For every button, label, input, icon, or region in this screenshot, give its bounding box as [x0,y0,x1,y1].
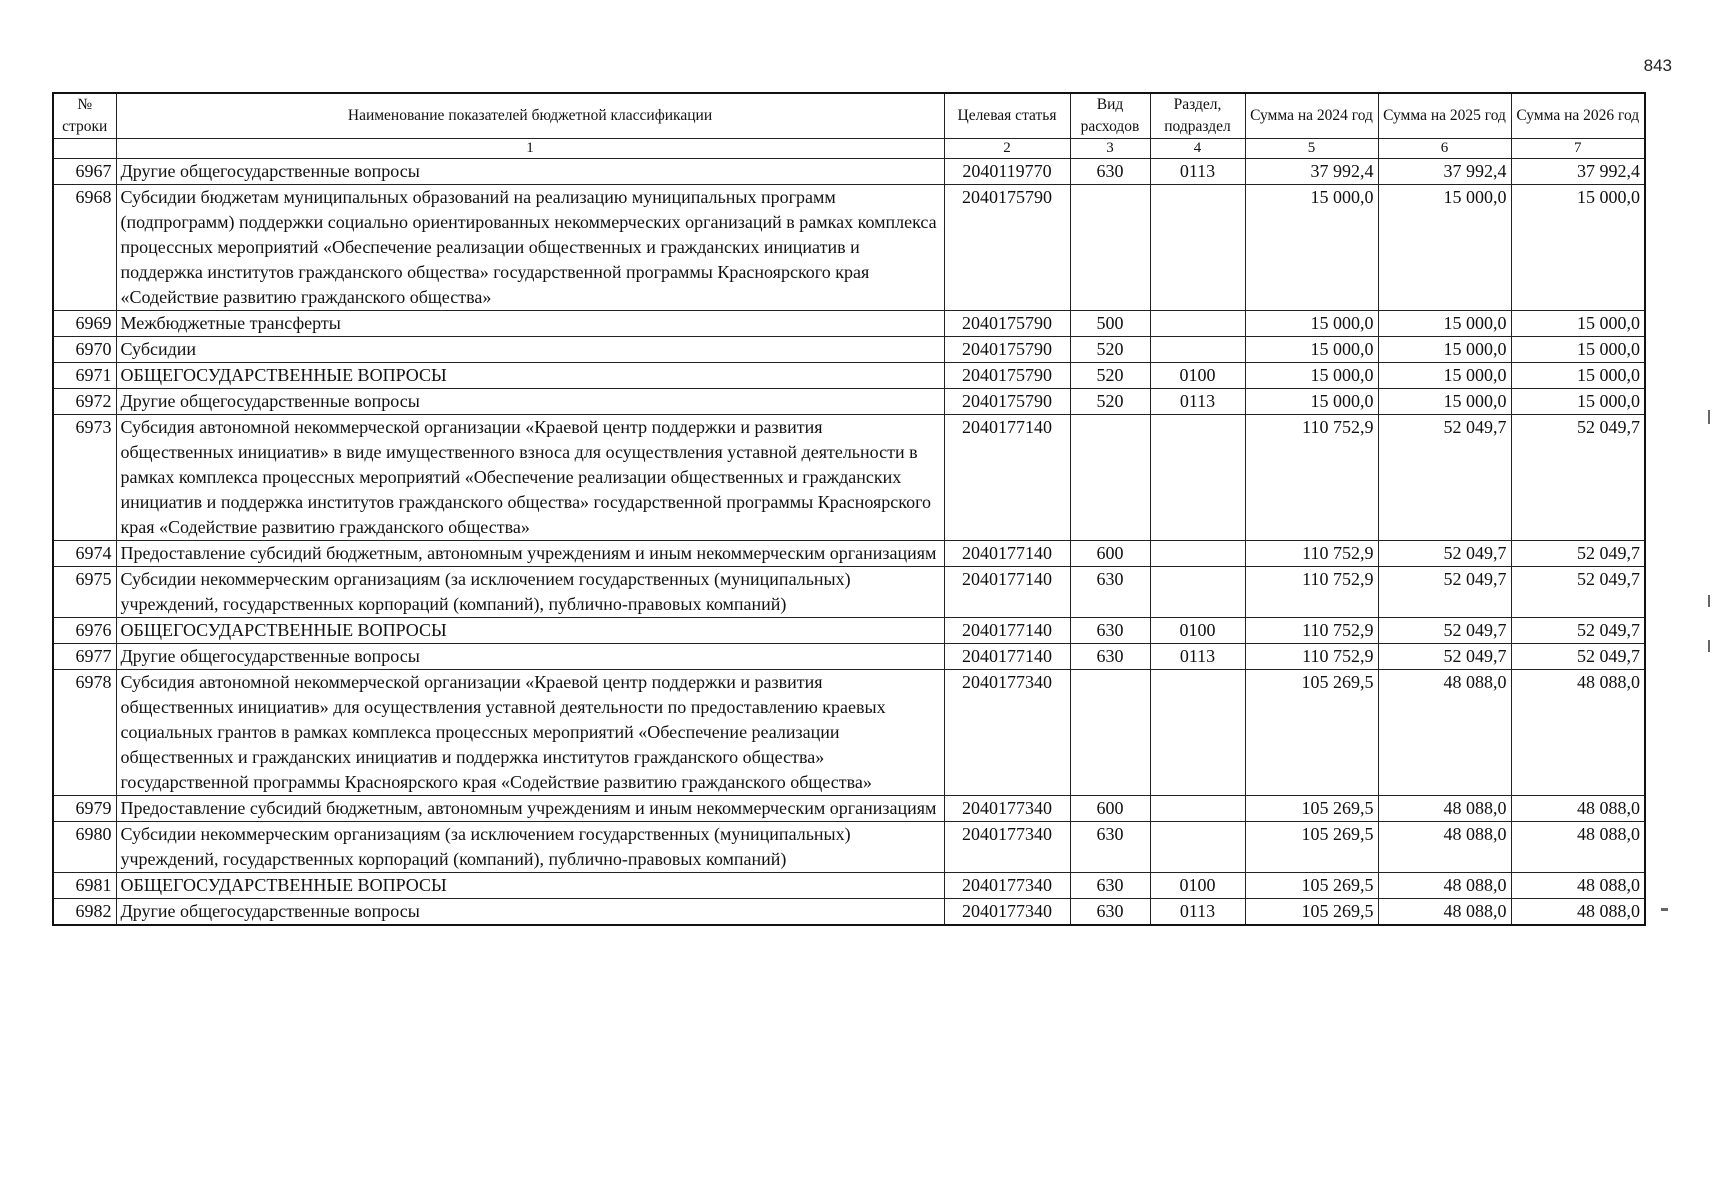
row-sum-2026: 37 992,4 [1511,159,1645,185]
row-section: 0100 [1150,363,1245,389]
row-sum-2025: 15 000,0 [1378,337,1511,363]
column-index: 3 [1070,139,1150,159]
column-index: 7 [1511,139,1645,159]
row-target-article: 2040177140 [944,415,1070,541]
row-expense-kind [1070,670,1150,796]
header-sum-2024: Сумма на 2024 год [1245,93,1378,139]
row-section [1150,822,1245,873]
row-expense-kind: 630 [1070,873,1150,899]
table-row [53,822,1645,873]
budget-table [52,92,1646,926]
row-name: Субсидия автономной некоммерческой организации «Краевой центр поддержки и развития общественных инициатив» для осуществления уставной деятельности по предоставлению краевых социальных грантов в рамках комплекса процессных мероприятий «Обеспечение реализации общественных и гражданских инициатив и поддержка институтов гражданского общества» государственной программы Красноярского края «Содействие развитию гражданского общества» [116,670,944,796]
table-row [53,185,1645,311]
row-sum-2025: 37 992,4 [1378,159,1511,185]
row-sum-2025: 48 088,0 [1378,899,1511,926]
table-row [53,899,1645,926]
column-index-blank [53,139,116,159]
row-sum-2024: 110 752,9 [1245,644,1378,670]
row-number: 6980 [53,822,116,873]
row-sum-2024: 15 000,0 [1245,337,1378,363]
row-target-article: 2040177140 [944,567,1070,618]
header-row-no: № строки [53,93,116,139]
row-sum-2025: 52 049,7 [1378,644,1511,670]
row-number: 6973 [53,415,116,541]
row-section [1150,337,1245,363]
table-row [53,415,1645,541]
row-sum-2025: 52 049,7 [1378,618,1511,644]
page-number: 843 [1643,56,1672,75]
header-name: Наименование показателей бюджетной классификации [116,93,944,139]
row-sum-2026: 52 049,7 [1511,644,1645,670]
table-row [53,796,1645,822]
row-section [1150,567,1245,618]
table-row [53,670,1645,796]
row-target-article: 2040175790 [944,311,1070,337]
row-expense-kind: 630 [1070,899,1150,926]
row-section [1150,415,1245,541]
table-row [53,337,1645,363]
row-name: Субсидии бюджетам муниципальных образований на реализацию муниципальных программ (подпрограмм) поддержки социально ориентированных некоммерческих организаций в рамках комплекса процессных мероприятий «Обеспечение реализации общественных и гражданских инициатив и поддержка институтов гражданского общества» государственной программы Красноярского края «Содействие развитию гражданского общества» [116,185,944,311]
row-number: 6972 [53,389,116,415]
row-number: 6968 [53,185,116,311]
row-target-article: 2040175790 [944,337,1070,363]
row-name: Субсидии некоммерческим организациям (за исключением государственных (муниципальных) учреждений, государственных корпораций (компаний), публично-правовых компаний) [116,822,944,873]
row-sum-2024: 110 752,9 [1245,541,1378,567]
row-name: Субсидии [116,337,944,363]
row-sum-2026: 15 000,0 [1511,311,1645,337]
row-sum-2024: 15 000,0 [1245,389,1378,415]
row-sum-2026: 48 088,0 [1511,670,1645,796]
row-target-article: 2040119770 [944,159,1070,185]
row-sum-2025: 15 000,0 [1378,185,1511,311]
row-number: 6982 [53,899,116,926]
row-expense-kind: 520 [1070,389,1150,415]
row-section: 0100 [1150,873,1245,899]
row-number: 6969 [53,311,116,337]
row-number: 6981 [53,873,116,899]
row-sum-2026: 48 088,0 [1511,899,1645,926]
header-section: Раздел, подраздел [1150,93,1245,139]
row-sum-2024: 105 269,5 [1245,873,1378,899]
row-name: ОБЩЕГОСУДАРСТВЕННЫЕ ВОПРОСЫ [116,873,944,899]
row-sum-2025: 48 088,0 [1378,873,1511,899]
row-section [1150,796,1245,822]
row-sum-2024: 15 000,0 [1245,185,1378,311]
row-number: 6971 [53,363,116,389]
row-sum-2024: 110 752,9 [1245,618,1378,644]
row-sum-2026: 15 000,0 [1511,337,1645,363]
row-sum-2026: 52 049,7 [1511,415,1645,541]
table-row [53,363,1645,389]
row-expense-kind: 600 [1070,541,1150,567]
row-number: 6975 [53,567,116,618]
row-sum-2025: 15 000,0 [1378,311,1511,337]
row-target-article: 2040177340 [944,670,1070,796]
table-row [53,873,1645,899]
row-name: Межбюджетные трансферты [116,311,944,337]
row-expense-kind: 630 [1070,822,1150,873]
row-target-article: 2040175790 [944,389,1070,415]
column-index: 2 [944,139,1070,159]
row-sum-2026: 52 049,7 [1511,567,1645,618]
row-number: 6974 [53,541,116,567]
row-section: 0113 [1150,644,1245,670]
header-kind: Вид расходов [1070,93,1150,139]
scan-edge-mark [1708,595,1710,607]
row-sum-2026: 52 049,7 [1511,541,1645,567]
row-sum-2026: 48 088,0 [1511,822,1645,873]
header-row [53,93,1645,139]
row-name: Другие общегосударственные вопросы [116,644,944,670]
row-number: 6967 [53,159,116,185]
column-index: 1 [116,139,944,159]
column-index-row [53,139,1645,159]
row-number: 6970 [53,337,116,363]
row-expense-kind: 630 [1070,159,1150,185]
scan-edge-mark [1708,640,1710,652]
row-number: 6977 [53,644,116,670]
row-sum-2026: 15 000,0 [1511,389,1645,415]
header-sum-2026: Сумма на 2026 год [1511,93,1645,139]
row-number: 6978 [53,670,116,796]
row-sum-2024: 105 269,5 [1245,796,1378,822]
row-sum-2025: 15 000,0 [1378,389,1511,415]
row-name: Субсидии некоммерческим организациям (за исключением государственных (муниципальных) учреждений, государственных корпораций (компаний), публично-правовых компаний) [116,567,944,618]
table-row [53,618,1645,644]
row-sum-2025: 48 088,0 [1378,670,1511,796]
row-name: ОБЩЕГОСУДАРСТВЕННЫЕ ВОПРОСЫ [116,363,944,389]
row-target-article: 2040175790 [944,185,1070,311]
row-sum-2024: 110 752,9 [1245,567,1378,618]
row-sum-2026: 48 088,0 [1511,873,1645,899]
row-name: Предоставление субсидий бюджетным, автономным учреждениям и иным некоммерческим организациям [116,796,944,822]
row-sum-2025: 52 049,7 [1378,541,1511,567]
row-target-article: 2040177140 [944,644,1070,670]
table-row [53,541,1645,567]
row-sum-2026: 52 049,7 [1511,618,1645,644]
row-section: 0113 [1150,159,1245,185]
row-target-article: 2040175790 [944,363,1070,389]
row-sum-2025: 52 049,7 [1378,415,1511,541]
row-section [1150,541,1245,567]
row-expense-kind: 520 [1070,337,1150,363]
row-expense-kind: 520 [1070,363,1150,389]
row-target-article: 2040177340 [944,822,1070,873]
header-sum-2025: Сумма на 2025 год [1378,93,1511,139]
row-section [1150,311,1245,337]
row-name: Субсидия автономной некоммерческой организации «Краевой центр поддержки и развития общественных инициатив» в виде имущественного взноса для осуществления уставной деятельности в рамках комплекса процессных мероприятий «Обеспечение реализации общественных и гражданских инициатив и поддержка институтов гражданского общества» государственной программы Красноярского края «Содействие развитию гражданского общества» [116,415,944,541]
row-name: Другие общегосударственные вопросы [116,159,944,185]
row-expense-kind: 630 [1070,644,1150,670]
row-number: 6976 [53,618,116,644]
row-sum-2025: 48 088,0 [1378,822,1511,873]
row-name: ОБЩЕГОСУДАРСТВЕННЫЕ ВОПРОСЫ [116,618,944,644]
row-name: Другие общегосударственные вопросы [116,389,944,415]
row-expense-kind: 630 [1070,618,1150,644]
scan-edge-mark [1708,410,1710,424]
row-number: 6979 [53,796,116,822]
row-expense-kind: 500 [1070,311,1150,337]
row-section: 0113 [1150,899,1245,926]
row-expense-kind [1070,185,1150,311]
table-row [53,567,1645,618]
row-target-article: 2040177340 [944,873,1070,899]
row-section: 0113 [1150,389,1245,415]
row-sum-2024: 15 000,0 [1245,311,1378,337]
row-sum-2025: 52 049,7 [1378,567,1511,618]
budget-table-container [52,92,1644,926]
table-row [53,389,1645,415]
table-body [53,159,1645,926]
row-sum-2025: 15 000,0 [1378,363,1511,389]
row-sum-2024: 15 000,0 [1245,363,1378,389]
column-index: 4 [1150,139,1245,159]
column-index: 6 [1378,139,1511,159]
row-section: 0100 [1150,618,1245,644]
row-name: Предоставление субсидий бюджетным, автономным учреждениям и иным некоммерческим организациям [116,541,944,567]
row-target-article: 2040177140 [944,541,1070,567]
row-sum-2024: 37 992,4 [1245,159,1378,185]
row-sum-2025: 48 088,0 [1378,796,1511,822]
table-row [53,644,1645,670]
row-section [1150,185,1245,311]
table-row [53,159,1645,185]
row-expense-kind [1070,415,1150,541]
header-target: Целевая статья [944,93,1070,139]
row-sum-2026: 48 088,0 [1511,796,1645,822]
table-row [53,311,1645,337]
row-sum-2024: 105 269,5 [1245,670,1378,796]
row-target-article: 2040177140 [944,618,1070,644]
row-sum-2024: 105 269,5 [1245,822,1378,873]
row-sum-2026: 15 000,0 [1511,363,1645,389]
row-sum-2024: 105 269,5 [1245,899,1378,926]
column-index: 5 [1245,139,1378,159]
row-section [1150,670,1245,796]
row-name: Другие общегосударственные вопросы [116,899,944,926]
row-target-article: 2040177340 [944,796,1070,822]
row-sum-2026: 15 000,0 [1511,185,1645,311]
row-target-article: 2040177340 [944,899,1070,926]
row-expense-kind: 630 [1070,567,1150,618]
row-expense-kind: 600 [1070,796,1150,822]
row-sum-2024: 110 752,9 [1245,415,1378,541]
scan-edge-mark [1661,908,1668,911]
